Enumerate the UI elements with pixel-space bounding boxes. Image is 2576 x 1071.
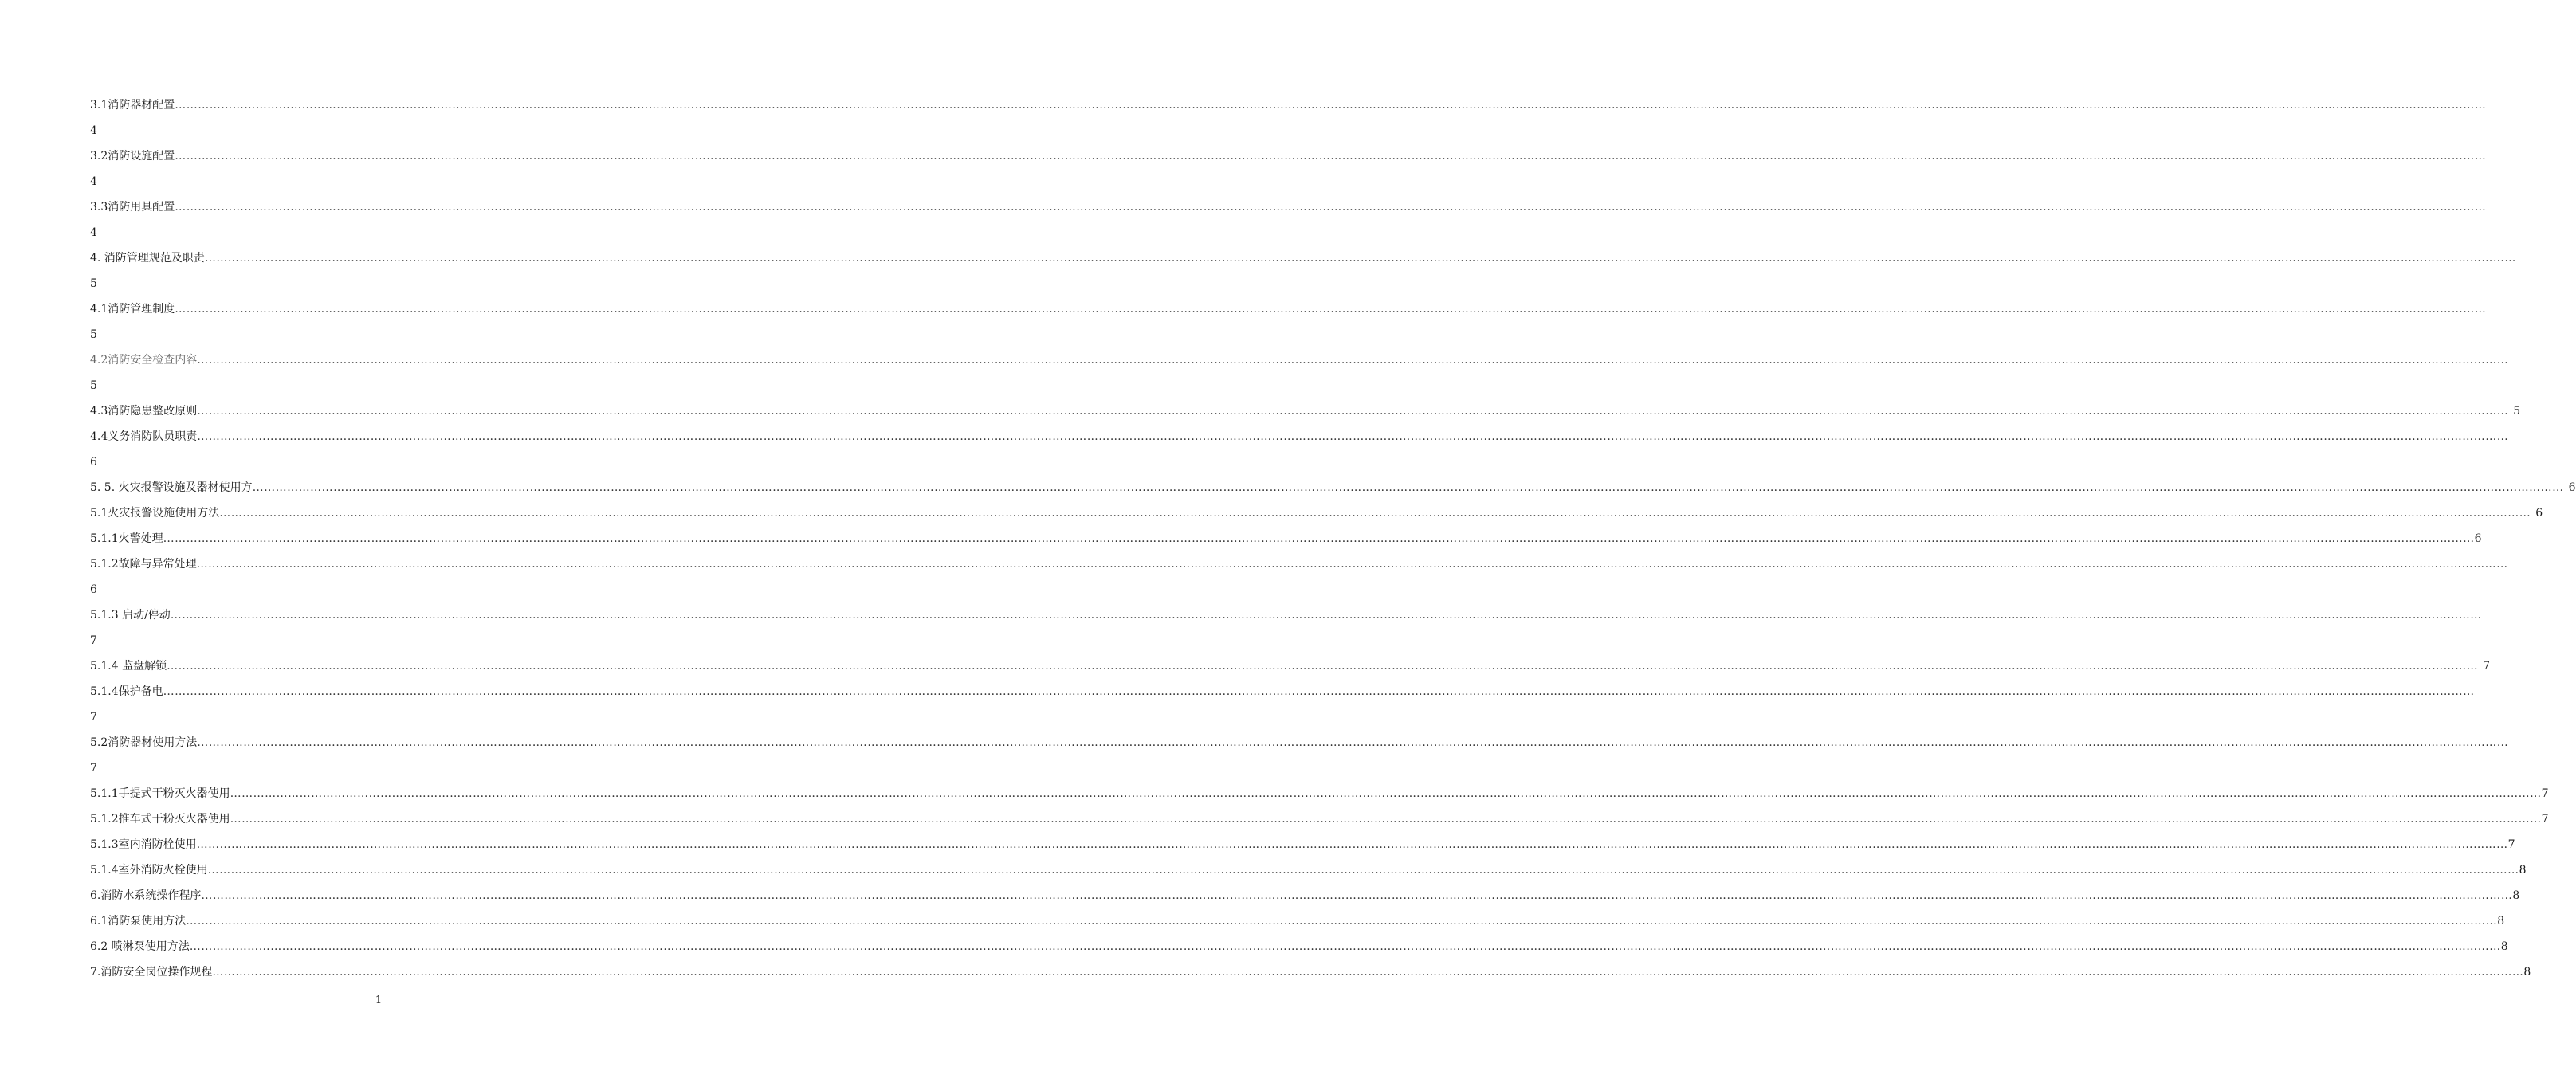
toc-entry[interactable] [90, 684, 2475, 709]
toc-leader-dots: …………………………………………………………………………………………………………………………………………………………………………………………………………………………………………………………………………………………………………………………………………………………………………………………………………………………………………………………………………………………………………………………………………………… [175, 201, 2487, 214]
toc-entry-label: 5.2消防器材使用方法 [90, 736, 198, 749]
toc-entry-label: 5.1.4 监盘解锁 [90, 660, 167, 673]
toc-entry-label: 4.2消防安全检查内容 [90, 354, 198, 367]
toc-entry-page: 8 [2497, 915, 2505, 928]
toc-leader-dots: …………………………………………………………………………………………………………………………………………………………………………………………………………………………………………………………………………………………………………………………………………………………………………………………………………………………………………………………………………………………………………………………………………………… [197, 405, 2509, 418]
toc-entry[interactable] [90, 735, 2509, 760]
toc-entry[interactable] [90, 964, 2531, 990]
toc-entry-page: 7 [2483, 660, 2490, 673]
toc-entry-label: 5.1.2故障与异常处理 [90, 558, 197, 571]
toc-leader-dots: …………………………………………………………………………………………………………………………………………………………………………………………………………………………………………………………………………………………………………………………………………………………………………………………………………………………………………………………………………………………………………………………………………………… [189, 940, 2501, 953]
toc-entry-label: 3.2消防设施配置 [90, 150, 175, 163]
toc-entry-label: 4.4义务消防队员职责 [90, 430, 198, 443]
toc-entry[interactable] [90, 429, 2509, 454]
page-number: 1 [375, 994, 383, 1006]
toc-entry-label: 5. 5. 火灾报警设施及器材使用方 [90, 481, 253, 494]
toc-leader-dots: …………………………………………………………………………………………………………………………………………………………………………………………………………………………………………………………………………………………………………………………………………………………………………………………………………………………………………………………………………………………………………………………………………………… [230, 813, 2542, 826]
toc-entry-label: 5.1.2推车式干粉灭火器使用 [90, 813, 230, 826]
toc-entry-page: 6 [90, 583, 97, 596]
toc-entry-label: 6.消防水系统操作程序 [90, 889, 202, 902]
toc-leader-dots: …………………………………………………………………………………………………………………………………………………………………………………………………………………………………………………………………………………………………………………………………………………………………………………………………………………………………………………………………………………………………………………………………………………… [252, 481, 2564, 494]
toc-entry-page: 5 [90, 277, 97, 290]
toc-entry-page: 6 [2474, 532, 2482, 545]
toc-entry-label: 5.1.4保护备电 [90, 685, 163, 698]
toc-entry[interactable] [90, 913, 2505, 939]
toc-entry[interactable] [90, 556, 2508, 582]
table-of-contents [90, 97, 2576, 990]
toc-entry-page: 7 [90, 711, 97, 724]
toc-entry-page: 8 [2519, 864, 2527, 877]
toc-leader-dots: …………………………………………………………………………………………………………………………………………………………………………………………………………………………………………………………………………………………………………………………………………………………………………………………………………………………………………………………………………………………………………………………………………………… [175, 150, 2487, 163]
toc-entry[interactable] [90, 786, 2549, 811]
toc-leader-dots: …………………………………………………………………………………………………………………………………………………………………………………………………………………………………………………………………………………………………………………………………………………………………………………………………………………………………………………………………………………………………………………………………………………… [175, 303, 2487, 316]
toc-leader-dots: …………………………………………………………………………………………………………………………………………………………………………………………………………………………………………………………………………………………………………………………………………………………………………………………………………………………………………………………………………………………………………………………………………………… [196, 838, 2508, 851]
toc-entry-label: 5.1.3 启动/停动 [90, 609, 171, 622]
toc-entry[interactable] [90, 505, 2543, 531]
toc-entry[interactable] [90, 888, 2520, 913]
toc-entry-label: 4.1消防管理制度 [90, 303, 175, 316]
toc-entry-label: 5.1.1手提式干粉灭火器使用 [90, 787, 230, 800]
toc-entry-label: 6.1消防泵使用方法 [90, 915, 187, 928]
toc-entry-page: 6 [90, 456, 97, 469]
toc-entry-label: 5.1.3室内消防栓使用 [90, 838, 197, 851]
toc-leader-dots: …………………………………………………………………………………………………………………………………………………………………………………………………………………………………………………………………………………………………………………………………………………………………………………………………………………………………………………………………………………………………………………………………………………… [170, 609, 2482, 622]
toc-entry-page: 5 [90, 379, 97, 392]
toc-entry-page: 4 [90, 124, 97, 137]
toc-entry[interactable] [90, 607, 2482, 633]
toc-leader-dots: …………………………………………………………………………………………………………………………………………………………………………………………………………………………………………………………………………………………………………………………………………………………………………………………………………………………………………………………………………………………………………………………………………………… [212, 966, 2524, 979]
toc-entry-page: 6 [2535, 507, 2543, 520]
toc-entry-label: 5.1.4室外消防火栓使用 [90, 864, 208, 877]
toc-entry[interactable] [90, 939, 2508, 964]
toc-entry-page: 4 [90, 226, 97, 239]
toc-entry-label: 6.2 喷淋泵使用方法 [90, 940, 190, 953]
toc-entry-page: 8 [2512, 889, 2520, 902]
toc-entry-label: 3.3消防用具配置 [90, 201, 175, 214]
toc-entry-page: 7 [2507, 838, 2515, 851]
toc-entry-page: 8 [2523, 966, 2531, 979]
toc-entry-page: 7 [2541, 787, 2549, 800]
toc-entry[interactable] [90, 531, 2482, 556]
toc-leader-dots: …………………………………………………………………………………………………………………………………………………………………………………………………………………………………………………………………………………………………………………………………………………………………………………………………………………………………………………………………………………………………………………………………………………… [201, 889, 2513, 902]
toc-entry-page: 5 [2513, 405, 2521, 418]
toc-leader-dots: …………………………………………………………………………………………………………………………………………………………………………………………………………………………………………………………………………………………………………………………………………………………………………………………………………………………………………………………………………………………………………………………………………………… [167, 660, 2479, 673]
toc-leader-dots: …………………………………………………………………………………………………………………………………………………………………………………………………………………………………………………………………………………………………………………………………………………………………………………………………………………………………………………………………………………………………………………………………………………… [207, 864, 2519, 877]
toc-entry-label: 5.1.1火警处理 [90, 532, 163, 545]
toc-entry-page: 7 [90, 634, 97, 647]
toc-entry[interactable] [90, 199, 2487, 225]
toc-entry-page: 5 [90, 328, 97, 341]
toc-entry-page: 8 [2500, 940, 2508, 953]
toc-leader-dots: …………………………………………………………………………………………………………………………………………………………………………………………………………………………………………………………………………………………………………………………………………………………………………………………………………………………………………………………………………………………………………………………………………………… [204, 252, 2516, 265]
toc-entry-label: 3.1消防器材配置 [90, 99, 175, 112]
toc-entry[interactable] [90, 658, 2490, 684]
toc-entry[interactable] [90, 862, 2527, 888]
toc-entry[interactable] [90, 148, 2487, 174]
toc-entry-page: 4 [90, 175, 97, 188]
toc-entry[interactable] [90, 403, 2521, 429]
toc-leader-dots: …………………………………………………………………………………………………………………………………………………………………………………………………………………………………………………………………………………………………………………………………………………………………………………………………………………………………………………………………………………………………………………………………………………… [219, 507, 2531, 520]
toc-entry[interactable] [90, 250, 2516, 276]
toc-entry[interactable] [90, 837, 2515, 862]
toc-leader-dots: …………………………………………………………………………………………………………………………………………………………………………………………………………………………………………………………………………………………………………………………………………………………………………………………………………………………………………………………………………………………………………………………………………………… [196, 558, 2508, 571]
toc-entry[interactable] [90, 97, 2487, 123]
toc-entry-page: 7 [90, 762, 97, 775]
toc-leader-dots: …………………………………………………………………………………………………………………………………………………………………………………………………………………………………………………………………………………………………………………………………………………………………………………………………………………………………………………………………………………………………………………………………………………… [163, 532, 2475, 545]
toc-entry-label: 5.1火灾报警设施使用方法 [90, 507, 220, 520]
toc-entry[interactable] [90, 352, 2509, 378]
toc-entry-label: 4.3消防隐患整改原则 [90, 405, 198, 418]
toc-leader-dots: …………………………………………………………………………………………………………………………………………………………………………………………………………………………………………………………………………………………………………………………………………………………………………………………………………………………………………………………………………………………………………………………………………………… [197, 354, 2509, 367]
toc-entry-label: 7.消防安全岗位操作规程 [90, 966, 213, 979]
toc-leader-dots: …………………………………………………………………………………………………………………………………………………………………………………………………………………………………………………………………………………………………………………………………………………………………………………………………………………………………………………………………………………………………………………………………………………… [175, 99, 2487, 112]
toc-entry[interactable] [90, 301, 2487, 327]
toc-entry-page: 7 [2541, 813, 2549, 826]
toc-entry-page: 6 [2568, 481, 2576, 494]
toc-entry[interactable] [90, 480, 2576, 505]
toc-entry[interactable] [90, 811, 2549, 837]
toc-entry-label: 4. 消防管理规范及职责 [90, 252, 205, 265]
toc-leader-dots: …………………………………………………………………………………………………………………………………………………………………………………………………………………………………………………………………………………………………………………………………………………………………………………………………………………………………………………………………………………………………………………………………………………… [197, 430, 2509, 443]
toc-leader-dots: …………………………………………………………………………………………………………………………………………………………………………………………………………………………………………………………………………………………………………………………………………………………………………………………………………………………………………………………………………………………………………………………………………………… [163, 685, 2475, 698]
toc-leader-dots: …………………………………………………………………………………………………………………………………………………………………………………………………………………………………………………………………………………………………………………………………………………………………………………………………………………………………………………………………………………………………………………………………………………… [186, 915, 2498, 928]
toc-leader-dots: …………………………………………………………………………………………………………………………………………………………………………………………………………………………………………………………………………………………………………………………………………………………………………………………………………………………………………………………………………………………………………………………………………………… [197, 736, 2509, 749]
toc-leader-dots: …………………………………………………………………………………………………………………………………………………………………………………………………………………………………………………………………………………………………………………………………………………………………………………………………………………………………………………………………………………………………………………………………………………… [230, 787, 2542, 800]
